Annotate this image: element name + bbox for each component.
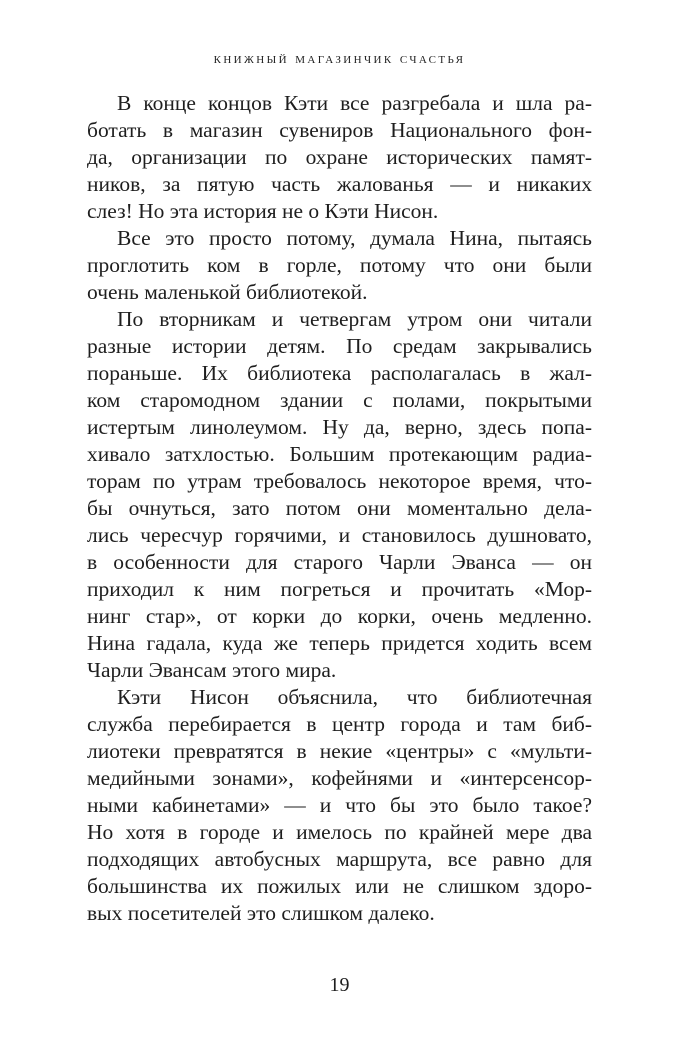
text-line: подходящих автобусных маршрута, все равно для <box>87 847 592 871</box>
body-text <box>87 90 592 927</box>
text-line: ботать в магазин сувениров Национального фон- <box>87 118 592 142</box>
text-line: Но хотя в городе и имелось по крайней мере два <box>87 820 592 844</box>
text-line: По вторникам и четвергам утром они читали <box>117 307 592 331</box>
text-line: пораньше. Их библиотека располагалась в жал- <box>87 361 592 385</box>
text-line: бы очнуться, зато потом они моментально дела- <box>87 496 592 520</box>
text-line: ников, за пятую часть жалованья — и никаких <box>87 172 592 196</box>
text-line: проглотить ком в горле, потому что они были <box>87 253 592 277</box>
text-line: ком старомодном здании с полами, покрытыми <box>87 388 592 412</box>
text-line: Чарли Эвансам этого мира. <box>87 658 337 682</box>
text-line: ными кабинетами» — и что бы это было такое? <box>87 793 592 817</box>
page-number: 19 <box>329 974 350 996</box>
running-head: книжный магазинчик счастья <box>213 50 466 67</box>
text-line: в особенности для старого Чарли Эванса — он <box>87 550 592 574</box>
text-line: служба перебирается в центр города и там биб- <box>87 712 592 736</box>
text-line: очень маленькой библиотекой. <box>87 280 368 304</box>
text-line: лись чересчур горячими, и становилось душновато, <box>87 523 592 547</box>
text-line: Все это просто потому, думала Нина, пытаясь <box>117 226 592 250</box>
text-line: торам по утрам требовалось некоторое время, что- <box>87 469 592 493</box>
paragraph <box>87 90 592 225</box>
text-line: истертым линолеумом. Ну да, верно, здесь попа- <box>87 415 592 439</box>
text-line: хивало затхлостью. Большим протекающим радиа- <box>87 442 592 466</box>
text-line: Кэти Нисон объяснила, что библиотечная <box>117 685 592 709</box>
text-line: Нина гадала, куда же теперь придется ходить всем <box>87 631 592 655</box>
text-line: В конце концов Кэти все разгребала и шла ра- <box>117 91 592 115</box>
text-line: лиотеки превратятся в некие «центры» с «мульти- <box>87 739 592 763</box>
text-line: слез! Но эта история не о Кэти Нисон. <box>87 199 439 223</box>
text-line: вых посетителей это слишком далеко. <box>87 901 435 925</box>
text-line: приходил к ним погреться и прочитать «Мор- <box>87 577 592 601</box>
paragraph <box>87 225 592 306</box>
paragraph <box>87 306 592 684</box>
text-line: да, организации по охране исторических памят- <box>87 145 592 169</box>
text-line: разные истории детям. По средам закрывались <box>87 334 592 358</box>
text-line: медийными зонами», кофейнями и «интерсенсор- <box>87 766 592 790</box>
text-line: большинства их пожилых или не слишком здоро- <box>87 874 592 898</box>
text-line: нинг стар», от корки до корки, очень медленно. <box>87 604 592 628</box>
paragraph <box>87 684 592 927</box>
